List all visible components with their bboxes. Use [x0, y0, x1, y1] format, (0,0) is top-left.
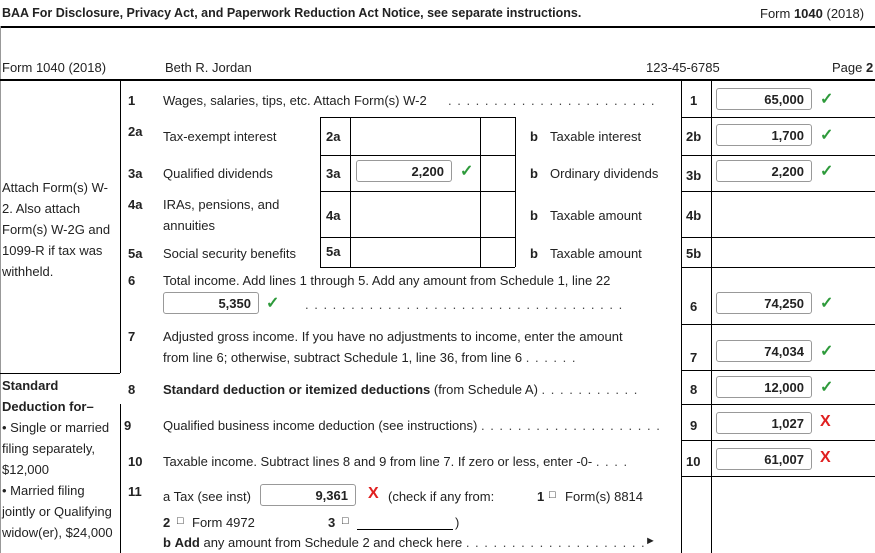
line-5a-subbox: 5a [326, 244, 341, 259]
qbi-deduction-error-icon: X [820, 413, 831, 430]
line-2a-subbox: 2a [326, 129, 341, 144]
subgrid-right [515, 117, 516, 267]
line-5b-letter: b [530, 246, 538, 261]
line-9-box-number: 9 [690, 418, 698, 433]
line-7-label-2: from line 6; otherwise, subtract Schedule 1, line 36, from line 6 . . . . . . [163, 350, 577, 365]
line-6-number: 6 [128, 273, 136, 288]
line-3a-subbox: 3a [326, 166, 341, 181]
row-rule [681, 440, 875, 441]
line-10-box-number: 10 [686, 454, 701, 469]
line-4a-number: 4a [128, 197, 143, 212]
row-rule [681, 117, 875, 118]
qbi-deduction-amount[interactable]: 1,027 [716, 412, 812, 434]
line-3b-letter: b [530, 166, 538, 181]
row-rule [681, 476, 875, 477]
row-rule [681, 237, 875, 238]
top-form-label: Form 1040 (2018) [760, 6, 865, 21]
subgrid-rule [320, 117, 515, 118]
attach-note: Attach Form(s) W- 2. Also attach Form(s) W-2G and 1099-R if tax was withheld. [2, 180, 111, 279]
line-11b-arrow-icon: ► [645, 535, 656, 547]
boxnum-col-right [711, 80, 712, 553]
baa-notice: BAA For Disclosure, Privacy Act, and Paperwork Reduction Act Notice, see separate instructions. [2, 6, 582, 20]
line-4a-label-2: annuities [163, 218, 216, 233]
line-9-number: 9 [124, 418, 132, 433]
subgrid-rule [320, 191, 515, 192]
qualified-dividends-check-icon: ✓ [460, 163, 474, 180]
line-3a-label: Qualified dividends [163, 166, 273, 181]
line-4a-label-1: IRAs, pensions, and [163, 197, 280, 212]
row-rule [681, 155, 875, 156]
subgrid-divider [350, 117, 351, 267]
line-1-box-number: 1 [690, 93, 698, 108]
line-10-number: 10 [128, 454, 143, 469]
form-4972-checkbox[interactable]: □ [177, 515, 184, 527]
row-rule [681, 324, 875, 325]
line-4a-subbox: 4a [326, 208, 341, 223]
form-label: Form 1040 (2018) [2, 60, 107, 75]
page-number: Page 2 [832, 60, 874, 75]
left-edge [0, 26, 1, 553]
form-4972-number: 2 [163, 515, 171, 530]
sidebar-section-rule [0, 373, 120, 374]
other-form-checkbox[interactable]: □ [342, 515, 349, 527]
total-income-check-icon: ✓ [820, 295, 834, 312]
line-5b-box-number: 5b [686, 246, 702, 261]
ordinary-dividends-amount[interactable]: 2,200 [716, 160, 812, 182]
sidebar-divider-lower [120, 404, 121, 553]
line-9-label: Qualified business income deduction (see instructions) . . . . . . . . . . . . . . . . . . . . [163, 418, 661, 433]
line-5a-number: 5a [128, 246, 143, 261]
subgrid-cents-left [480, 117, 481, 267]
row-rule [681, 404, 875, 405]
other-form-number: 3 [328, 515, 336, 530]
line-7-label-1: Adjusted gross income. If you have no adjustments to income, enter the amount [163, 329, 623, 344]
line-4b-box-number: 4b [686, 208, 702, 223]
header-rule [0, 79, 875, 81]
line-5b-label: Taxable amount [550, 246, 642, 261]
line-3b-box-number: 3b [686, 168, 702, 183]
line-2b-letter: b [530, 129, 538, 144]
line-2b-box-number: 2b [686, 129, 702, 144]
taxable-income-amount[interactable]: 61,007 [716, 448, 812, 470]
wages-amount[interactable]: 65,000 [716, 88, 812, 110]
line-6-box-number: 6 [690, 299, 698, 314]
wages-check-icon: ✓ [820, 91, 834, 108]
sidebar-divider-upper [120, 80, 121, 373]
row-rule [681, 370, 875, 371]
schedule1-line22-amount[interactable]: 5,350 [163, 292, 259, 314]
line-3a-number: 3a [128, 166, 143, 181]
taxpayer-name: Beth R. Jordan [165, 60, 252, 75]
ordinary-dividends-check-icon: ✓ [820, 163, 834, 180]
line-4b-label: Taxable amount [550, 208, 642, 223]
line-1-label: Wages, salaries, tips, etc. Attach Form(s) W-2 [163, 93, 427, 108]
subgrid-rule [320, 267, 515, 268]
agi-check-icon: ✓ [820, 343, 834, 360]
line-1-dots: . . . . . . . . . . . . . . . . . . . . . . . [448, 93, 656, 108]
subgrid-rule [320, 155, 515, 156]
line-2b-label: Taxable interest [550, 129, 642, 144]
line-10-label: Taxable income. Subtract lines 8 and 9 from line 7. If zero or less, enter -0- . . . . [163, 454, 629, 469]
line-11b-label: b Add any amount from Schedule 2 and check here . . . . . . . . . . . . . . . . . . . . [163, 535, 646, 550]
boxnum-col-left [681, 80, 682, 553]
top-rule [0, 26, 875, 28]
line-6-dots: . . . . . . . . . . . . . . . . . . . . . . . . . . . . . . . . . . . [305, 297, 624, 312]
line-8-number: 8 [128, 382, 136, 397]
tax-amount[interactable]: 9,361 [260, 484, 356, 506]
form-8814-number: 1 [537, 489, 545, 504]
row-rule [681, 267, 875, 268]
total-income-amount[interactable]: 74,250 [716, 292, 812, 314]
line-11a-label: a Tax (see inst) [163, 489, 251, 504]
form-4972-label: Form 4972 [192, 515, 255, 530]
schedule1-line22-check-icon: ✓ [266, 295, 280, 312]
standard-deduction-note: Standard Deduction for– • Single or married filing separately, $12,000 • Married filing jointly or Qualifying widow(er), $24,000 [2, 378, 113, 540]
line-8-box-number: 8 [690, 382, 698, 397]
line-2a-number: 2a [128, 124, 143, 139]
line-11-check-prompt: (check if any from: [388, 489, 495, 504]
tax-amount-error-icon: X [368, 485, 379, 502]
line-11-number: 11 [128, 484, 142, 499]
line-5a-label: Social security benefits [163, 246, 296, 261]
row-rule [681, 191, 875, 192]
qualified-dividends-amount[interactable]: 2,200 [356, 160, 452, 182]
subgrid-left [320, 117, 321, 267]
line-8-label: Standard deduction or itemized deductions (from Schedule A) . . . . . . . . . . . [163, 382, 639, 397]
standard-deduction-check-icon: ✓ [820, 379, 834, 396]
agi-amount[interactable]: 74,034 [716, 340, 812, 362]
form-8814-label: Form(s) 8814 [565, 489, 644, 504]
form-8814-checkbox[interactable]: □ [549, 489, 556, 501]
line-1-number: 1 [128, 93, 136, 108]
line-7-number: 7 [128, 329, 136, 344]
other-form-entry-line[interactable] [357, 529, 453, 530]
ssn: 123-45-6785 [646, 60, 720, 75]
line-2a-label: Tax-exempt interest [163, 129, 277, 144]
taxable-income-error-icon: X [820, 449, 831, 466]
subgrid-rule [320, 237, 515, 238]
other-form-close-paren: ) [455, 515, 460, 530]
line-4b-letter: b [530, 208, 538, 223]
taxable-interest-amount[interactable]: 1,700 [716, 124, 812, 146]
line-6-label: Total income. Add lines 1 through 5. Add any amount from Schedule 1, line 22 [163, 273, 611, 288]
taxable-interest-check-icon: ✓ [820, 127, 834, 144]
line-3b-label: Ordinary dividends [550, 166, 659, 181]
line-7-box-number: 7 [690, 350, 698, 365]
standard-deduction-amount[interactable]: 12,000 [716, 376, 812, 398]
